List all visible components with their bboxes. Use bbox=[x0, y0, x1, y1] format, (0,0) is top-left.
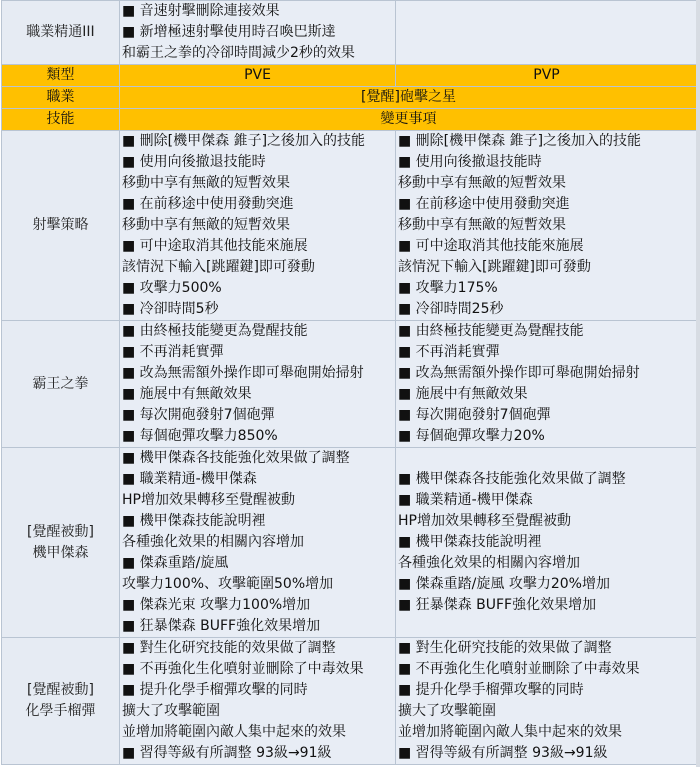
line: ■ 傑森重踏/旋風 攻擊力20%增加 bbox=[398, 576, 610, 592]
line: ■ 由終極技能變更為覺醒技能 bbox=[122, 323, 308, 339]
line: ■ 狂暴傑森 BUFF強化效果增加 bbox=[398, 597, 597, 613]
line: ■ 機甲傑森技能說明裡 bbox=[122, 513, 266, 529]
label-skill: 技能 bbox=[2, 109, 120, 131]
line: ■ 機甲傑森各技能強化效果做了調整 bbox=[398, 471, 626, 487]
line: ■ 對生化研究技能的效果做了調整 bbox=[122, 640, 336, 656]
line: ■ 刪除[機甲傑森 錐子]之後加入的技能 bbox=[398, 133, 642, 149]
line: ■ 刪除[機甲傑森 錐子]之後加入的技能 bbox=[122, 133, 366, 149]
line: 和霸王之拳的冷卻時間減少2秒的效果 bbox=[122, 45, 355, 61]
line: ■ 冷卻時間25秒 bbox=[398, 301, 504, 317]
cell-chem-pve bbox=[120, 638, 396, 765]
line: ■ 改為無需額外操作即可舉砲開始掃射 bbox=[398, 365, 640, 381]
job-value: [覺醒]砲擊之星 bbox=[120, 87, 698, 109]
line: 並增加將範圍內敵人集中起來的效果 bbox=[122, 724, 346, 740]
cell-mastery3-pve bbox=[120, 1, 396, 65]
line: ■ 每次開砲發射7個砲彈 bbox=[122, 407, 275, 423]
line: ■ 可中途取消其他技能來施展 bbox=[398, 238, 584, 254]
label-type: 類型 bbox=[2, 65, 120, 87]
line: ■ 習得等級有所調整 93級→91級 bbox=[398, 745, 608, 761]
line: 擴大了攻擊範圍 bbox=[398, 703, 496, 719]
line: 移動中享有無敵的短暫效果 bbox=[122, 175, 290, 191]
label-mech bbox=[2, 448, 120, 638]
line: ■ 傑森光束 攻擊力100%增加 bbox=[122, 597, 311, 613]
line: ■ 每個砲彈攻擊力850% bbox=[122, 428, 278, 444]
cell-mech-pvp bbox=[396, 448, 698, 638]
cell-shooting-pve bbox=[120, 131, 396, 321]
line: ■ 提升化學手榴彈攻擊的同時 bbox=[122, 682, 308, 698]
line: ■ 習得等級有所調整 93級→91級 bbox=[122, 745, 332, 761]
line: ■ 使用向後撤退技能時 bbox=[398, 154, 542, 170]
header-pvp: PVP bbox=[396, 65, 698, 87]
line: ■ 對生化研究技能的效果做了調整 bbox=[398, 640, 612, 656]
page-edge-shadow bbox=[696, 0, 700, 767]
line: ■ 音速射擊刪除連接效果 bbox=[122, 3, 280, 19]
line: ■ 在前移途中使用發動突進 bbox=[122, 196, 294, 212]
label-overlord: 霸王之拳 bbox=[2, 321, 120, 448]
row-skill bbox=[2, 109, 698, 131]
row-job bbox=[2, 87, 698, 109]
cell-overlord-pvp bbox=[396, 321, 698, 448]
line: ■ 提升化學手榴彈攻擊的同時 bbox=[398, 682, 584, 698]
line: HP增加效果轉移至覺醒被動 bbox=[398, 513, 571, 529]
line: HP增加效果轉移至覺醒被動 bbox=[122, 492, 295, 508]
cell-chem-pvp bbox=[396, 638, 698, 765]
line: ■ 機甲傑森技能說明裡 bbox=[398, 534, 542, 550]
skill-value: 變更事項 bbox=[120, 109, 698, 131]
line: ■ 由終極技能變更為覺醒技能 bbox=[398, 323, 584, 339]
line: ■ 每個砲彈攻擊力20% bbox=[398, 428, 545, 444]
cell-overlord-pve bbox=[120, 321, 396, 448]
line: 移動中享有無敵的短暫效果 bbox=[122, 217, 290, 233]
line: ■ 每次開砲發射7個砲彈 bbox=[398, 407, 551, 423]
label-line: 機甲傑森 bbox=[32, 544, 89, 561]
cell-mastery3-pvp bbox=[396, 1, 698, 65]
line: ■ 職業精通-機甲傑森 bbox=[398, 492, 533, 508]
label-line: [覺醒被動] bbox=[27, 523, 94, 540]
label-job: 職業 bbox=[2, 87, 120, 109]
line: 移動中享有無敵的短暫效果 bbox=[398, 175, 566, 191]
line: 該情況下輸入[跳躍鍵]即可發動 bbox=[122, 259, 315, 275]
line: ■ 狂暴傑森 BUFF強化效果增加 bbox=[122, 618, 321, 634]
line: ■ 可中途取消其他技能來施展 bbox=[122, 238, 308, 254]
line: ■ 不再強化生化噴射並刪除了中毒效果 bbox=[398, 661, 640, 677]
line: ■ 施展中有無敵效果 bbox=[122, 386, 252, 402]
line: ■ 機甲傑森各技能強化效果做了調整 bbox=[122, 450, 350, 466]
patch-notes-table bbox=[1, 0, 698, 765]
line: ■ 攻擊力500% bbox=[122, 280, 222, 296]
line: ■ 職業精通-機甲傑森 bbox=[122, 471, 257, 487]
row-mastery3 bbox=[2, 1, 698, 65]
line: 各種強化效果的相關內容增加 bbox=[398, 555, 580, 571]
line: ■ 冷卻時間5秒 bbox=[122, 301, 219, 317]
line: 各種強化效果的相關內容增加 bbox=[122, 534, 304, 550]
line: ■ 不再消耗實彈 bbox=[122, 344, 224, 360]
row-type bbox=[2, 65, 698, 87]
line: ■ 不再強化生化噴射並刪除了中毒效果 bbox=[122, 661, 364, 677]
label-line: 化學手榴彈 bbox=[25, 703, 96, 719]
line: ■ 使用向後撤退技能時 bbox=[122, 154, 266, 170]
row-mech bbox=[2, 448, 698, 638]
header-pve: PVE bbox=[120, 65, 396, 87]
line: 並增加將範圍內敵人集中起來的效果 bbox=[398, 724, 622, 740]
line: ■ 新增極速射擊使用時召喚巴斯達 bbox=[122, 24, 336, 40]
cell-mech-pve bbox=[120, 448, 396, 638]
line: 移動中享有無敵的短暫效果 bbox=[398, 217, 566, 233]
line: 該情況下輸入[跳躍鍵]即可發動 bbox=[398, 259, 591, 275]
label-chem bbox=[2, 638, 120, 765]
row-chem bbox=[2, 638, 698, 765]
label-mastery3: 職業精通III bbox=[2, 1, 120, 65]
cell-shooting-pvp bbox=[396, 131, 698, 321]
label-shooting: 射擊策略 bbox=[2, 131, 120, 321]
line: ■ 傑森重踏/旋風 bbox=[122, 555, 229, 571]
line: ■ 施展中有無敵效果 bbox=[398, 386, 528, 402]
line: ■ 攻擊力175% bbox=[398, 280, 498, 296]
row-overlord bbox=[2, 321, 698, 448]
line: ■ 在前移途中使用發動突進 bbox=[398, 196, 570, 212]
line: ■ 不再消耗實彈 bbox=[398, 344, 500, 360]
line: ■ 改為無需額外操作即可舉砲開始掃射 bbox=[122, 365, 364, 381]
line: 擴大了攻擊範圍 bbox=[122, 703, 220, 719]
label-line: [覺醒被動] bbox=[27, 682, 94, 698]
line: 攻擊力100%、攻擊範圍50%增加 bbox=[122, 576, 334, 592]
row-shooting bbox=[2, 131, 698, 321]
